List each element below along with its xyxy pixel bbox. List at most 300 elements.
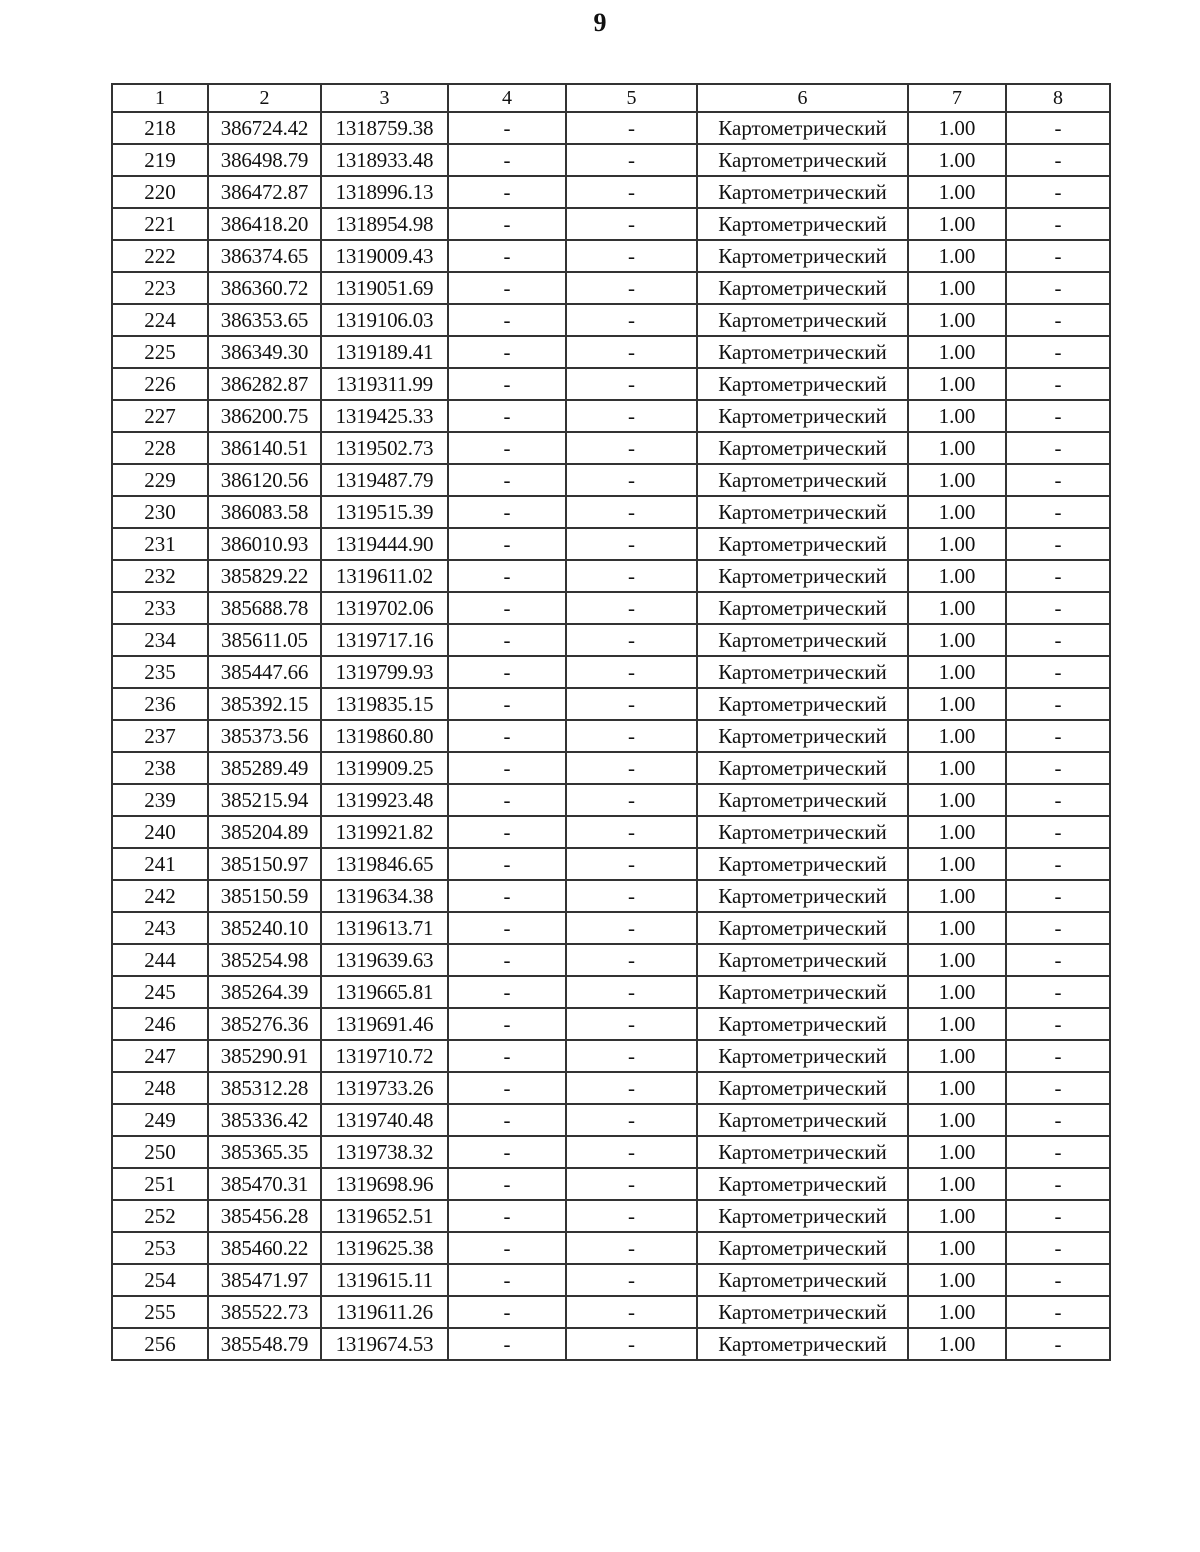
cell-col-5-value: - bbox=[566, 1168, 697, 1200]
cell-col-4-value: - bbox=[448, 880, 566, 912]
cell-method: Картометрический bbox=[697, 592, 908, 624]
cell-accuracy: 1.00 bbox=[908, 400, 1006, 432]
cell-col-8-value: - bbox=[1006, 1008, 1110, 1040]
cell-point-number: 234 bbox=[112, 624, 208, 656]
cell-method: Картометрический bbox=[697, 272, 908, 304]
table-row bbox=[112, 1136, 1110, 1168]
cell-col-4-value: - bbox=[448, 1328, 566, 1360]
cell-accuracy: 1.00 bbox=[908, 560, 1006, 592]
cell-col-4-value: - bbox=[448, 1296, 566, 1328]
cell-col-4-value: - bbox=[448, 304, 566, 336]
table-row bbox=[112, 432, 1110, 464]
cell-col-5-value: - bbox=[566, 1200, 697, 1232]
cell-col-8-value: - bbox=[1006, 368, 1110, 400]
table-body bbox=[112, 112, 1110, 1360]
cell-point-number: 251 bbox=[112, 1168, 208, 1200]
cell-accuracy: 1.00 bbox=[908, 240, 1006, 272]
cell-coord-x: 385150.97 bbox=[208, 848, 321, 880]
cell-method: Картометрический bbox=[697, 1232, 908, 1264]
cell-accuracy: 1.00 bbox=[908, 496, 1006, 528]
cell-coord-y: 1319502.73 bbox=[321, 432, 448, 464]
header-row bbox=[112, 84, 1110, 112]
cell-point-number: 233 bbox=[112, 592, 208, 624]
cell-accuracy: 1.00 bbox=[908, 944, 1006, 976]
cell-coord-y: 1319665.81 bbox=[321, 976, 448, 1008]
cell-col-8-value: - bbox=[1006, 880, 1110, 912]
cell-accuracy: 1.00 bbox=[908, 976, 1006, 1008]
cell-point-number: 227 bbox=[112, 400, 208, 432]
cell-col-4-value: - bbox=[448, 816, 566, 848]
cell-col-8-value: - bbox=[1006, 1040, 1110, 1072]
cell-col-8-value: - bbox=[1006, 1328, 1110, 1360]
cell-coord-x: 385365.35 bbox=[208, 1136, 321, 1168]
cell-col-4-value: - bbox=[448, 240, 566, 272]
cell-accuracy: 1.00 bbox=[908, 528, 1006, 560]
cell-method: Картометрический bbox=[697, 688, 908, 720]
cell-col-4-value: - bbox=[448, 848, 566, 880]
cell-point-number: 253 bbox=[112, 1232, 208, 1264]
table-row bbox=[112, 464, 1110, 496]
cell-point-number: 229 bbox=[112, 464, 208, 496]
table-row bbox=[112, 1264, 1110, 1296]
table-row bbox=[112, 368, 1110, 400]
cell-col-5-value: - bbox=[566, 752, 697, 784]
cell-accuracy: 1.00 bbox=[908, 688, 1006, 720]
cell-method: Картометрический bbox=[697, 848, 908, 880]
cell-coord-y: 1318933.48 bbox=[321, 144, 448, 176]
cell-accuracy: 1.00 bbox=[908, 112, 1006, 144]
cell-col-8-value: - bbox=[1006, 656, 1110, 688]
cell-point-number: 232 bbox=[112, 560, 208, 592]
cell-coord-y: 1319515.39 bbox=[321, 496, 448, 528]
cell-coord-x: 385829.22 bbox=[208, 560, 321, 592]
cell-coord-y: 1319835.15 bbox=[321, 688, 448, 720]
cell-col-5-value: - bbox=[566, 688, 697, 720]
cell-coord-x: 385447.66 bbox=[208, 656, 321, 688]
cell-coord-y: 1319738.32 bbox=[321, 1136, 448, 1168]
cell-col-8-value: - bbox=[1006, 816, 1110, 848]
cell-point-number: 239 bbox=[112, 784, 208, 816]
table-row bbox=[112, 176, 1110, 208]
cell-accuracy: 1.00 bbox=[908, 208, 1006, 240]
cell-coord-x: 385312.28 bbox=[208, 1072, 321, 1104]
cell-col-4-value: - bbox=[448, 624, 566, 656]
table-row bbox=[112, 240, 1110, 272]
cell-point-number: 252 bbox=[112, 1200, 208, 1232]
cell-point-number: 249 bbox=[112, 1104, 208, 1136]
cell-coord-y: 1319698.96 bbox=[321, 1168, 448, 1200]
cell-col-5-value: - bbox=[566, 560, 697, 592]
cell-col-5-value: - bbox=[566, 1296, 697, 1328]
cell-accuracy: 1.00 bbox=[908, 176, 1006, 208]
cell-accuracy: 1.00 bbox=[908, 656, 1006, 688]
cell-col-8-value: - bbox=[1006, 752, 1110, 784]
cell-accuracy: 1.00 bbox=[908, 592, 1006, 624]
cell-coord-x: 386140.51 bbox=[208, 432, 321, 464]
cell-coord-y: 1319051.69 bbox=[321, 272, 448, 304]
cell-method: Картометрический bbox=[697, 1008, 908, 1040]
cell-point-number: 219 bbox=[112, 144, 208, 176]
cell-col-4-value: - bbox=[448, 720, 566, 752]
cell-accuracy: 1.00 bbox=[908, 720, 1006, 752]
cell-point-number: 222 bbox=[112, 240, 208, 272]
cell-method: Картометрический bbox=[697, 816, 908, 848]
cell-coord-y: 1319923.48 bbox=[321, 784, 448, 816]
cell-coord-y: 1319710.72 bbox=[321, 1040, 448, 1072]
cell-col-8-value: - bbox=[1006, 432, 1110, 464]
table-row bbox=[112, 592, 1110, 624]
cell-coord-y: 1319487.79 bbox=[321, 464, 448, 496]
table-header bbox=[112, 84, 1110, 112]
cell-coord-y: 1319311.99 bbox=[321, 368, 448, 400]
cell-method: Картометрический bbox=[697, 752, 908, 784]
cell-accuracy: 1.00 bbox=[908, 464, 1006, 496]
cell-col-8-value: - bbox=[1006, 624, 1110, 656]
header-col-3: 3 bbox=[321, 84, 448, 112]
cell-col-4-value: - bbox=[448, 464, 566, 496]
table-row bbox=[112, 784, 1110, 816]
cell-coord-x: 385150.59 bbox=[208, 880, 321, 912]
table-row bbox=[112, 944, 1110, 976]
cell-col-8-value: - bbox=[1006, 144, 1110, 176]
cell-coord-y: 1319691.46 bbox=[321, 1008, 448, 1040]
cell-coord-y: 1319611.02 bbox=[321, 560, 448, 592]
cell-col-5-value: - bbox=[566, 848, 697, 880]
cell-coord-x: 385522.73 bbox=[208, 1296, 321, 1328]
cell-coord-y: 1318759.38 bbox=[321, 112, 448, 144]
cell-col-8-value: - bbox=[1006, 848, 1110, 880]
cell-accuracy: 1.00 bbox=[908, 816, 1006, 848]
cell-col-8-value: - bbox=[1006, 176, 1110, 208]
cell-col-4-value: - bbox=[448, 688, 566, 720]
cell-point-number: 255 bbox=[112, 1296, 208, 1328]
table-row bbox=[112, 1072, 1110, 1104]
cell-method: Картометрический bbox=[697, 208, 908, 240]
cell-coord-x: 386374.65 bbox=[208, 240, 321, 272]
cell-method: Картометрический bbox=[697, 368, 908, 400]
header-col-5: 5 bbox=[566, 84, 697, 112]
cell-coord-y: 1319702.06 bbox=[321, 592, 448, 624]
table-row bbox=[112, 656, 1110, 688]
table-row bbox=[112, 976, 1110, 1008]
cell-col-8-value: - bbox=[1006, 688, 1110, 720]
cell-coord-x: 385548.79 bbox=[208, 1328, 321, 1360]
cell-method: Картометрический bbox=[697, 1040, 908, 1072]
cell-coord-x: 385215.94 bbox=[208, 784, 321, 816]
cell-col-5-value: - bbox=[566, 624, 697, 656]
cell-method: Картометрический bbox=[697, 1168, 908, 1200]
cell-col-5-value: - bbox=[566, 1136, 697, 1168]
cell-coord-y: 1319846.65 bbox=[321, 848, 448, 880]
cell-method: Картометрический bbox=[697, 784, 908, 816]
header-col-7: 7 bbox=[908, 84, 1006, 112]
cell-method: Картометрический bbox=[697, 528, 908, 560]
cell-coord-x: 385289.49 bbox=[208, 752, 321, 784]
table-row bbox=[112, 496, 1110, 528]
table-row bbox=[112, 560, 1110, 592]
header-col-4: 4 bbox=[448, 84, 566, 112]
cell-method: Картометрический bbox=[697, 912, 908, 944]
cell-coord-x: 386083.58 bbox=[208, 496, 321, 528]
table-row bbox=[112, 720, 1110, 752]
cell-col-4-value: - bbox=[448, 144, 566, 176]
table-row bbox=[112, 208, 1110, 240]
cell-point-number: 231 bbox=[112, 528, 208, 560]
cell-col-5-value: - bbox=[566, 208, 697, 240]
cell-col-4-value: - bbox=[448, 976, 566, 1008]
cell-col-5-value: - bbox=[566, 592, 697, 624]
cell-col-8-value: - bbox=[1006, 1168, 1110, 1200]
cell-point-number: 218 bbox=[112, 112, 208, 144]
cell-col-8-value: - bbox=[1006, 336, 1110, 368]
cell-col-5-value: - bbox=[566, 336, 697, 368]
cell-coord-y: 1319921.82 bbox=[321, 816, 448, 848]
cell-coord-x: 386360.72 bbox=[208, 272, 321, 304]
cell-point-number: 223 bbox=[112, 272, 208, 304]
cell-point-number: 236 bbox=[112, 688, 208, 720]
cell-accuracy: 1.00 bbox=[908, 1136, 1006, 1168]
cell-col-4-value: - bbox=[448, 272, 566, 304]
cell-coord-x: 386120.56 bbox=[208, 464, 321, 496]
table-row bbox=[112, 752, 1110, 784]
cell-col-5-value: - bbox=[566, 432, 697, 464]
cell-col-5-value: - bbox=[566, 400, 697, 432]
cell-point-number: 238 bbox=[112, 752, 208, 784]
cell-point-number: 244 bbox=[112, 944, 208, 976]
cell-coord-x: 386200.75 bbox=[208, 400, 321, 432]
cell-method: Картометрический bbox=[697, 1296, 908, 1328]
cell-coord-x: 385611.05 bbox=[208, 624, 321, 656]
cell-col-4-value: - bbox=[448, 784, 566, 816]
cell-coord-y: 1319009.43 bbox=[321, 240, 448, 272]
cell-coord-y: 1319639.63 bbox=[321, 944, 448, 976]
cell-coord-x: 386010.93 bbox=[208, 528, 321, 560]
cell-col-8-value: - bbox=[1006, 528, 1110, 560]
cell-coord-y: 1319652.51 bbox=[321, 1200, 448, 1232]
cell-coord-x: 385471.97 bbox=[208, 1264, 321, 1296]
cell-col-4-value: - bbox=[448, 1168, 566, 1200]
cell-method: Картометрический bbox=[697, 240, 908, 272]
cell-col-8-value: - bbox=[1006, 496, 1110, 528]
cell-col-4-value: - bbox=[448, 496, 566, 528]
cell-col-4-value: - bbox=[448, 1008, 566, 1040]
cell-accuracy: 1.00 bbox=[908, 1008, 1006, 1040]
cell-coord-x: 385688.78 bbox=[208, 592, 321, 624]
cell-col-8-value: - bbox=[1006, 464, 1110, 496]
cell-point-number: 245 bbox=[112, 976, 208, 1008]
cell-col-8-value: - bbox=[1006, 976, 1110, 1008]
cell-col-8-value: - bbox=[1006, 944, 1110, 976]
cell-method: Картометрический bbox=[697, 496, 908, 528]
cell-method: Картометрический bbox=[697, 560, 908, 592]
cell-point-number: 246 bbox=[112, 1008, 208, 1040]
cell-point-number: 237 bbox=[112, 720, 208, 752]
cell-point-number: 220 bbox=[112, 176, 208, 208]
table-row bbox=[112, 912, 1110, 944]
cell-accuracy: 1.00 bbox=[908, 624, 1006, 656]
header-col-6: 6 bbox=[697, 84, 908, 112]
table-row bbox=[112, 1104, 1110, 1136]
cell-coord-x: 385254.98 bbox=[208, 944, 321, 976]
cell-col-5-value: - bbox=[566, 1104, 697, 1136]
table-row bbox=[112, 1040, 1110, 1072]
cell-coord-y: 1319444.90 bbox=[321, 528, 448, 560]
table-row bbox=[112, 624, 1110, 656]
cell-col-4-value: - bbox=[448, 336, 566, 368]
cell-col-8-value: - bbox=[1006, 1264, 1110, 1296]
cell-col-5-value: - bbox=[566, 912, 697, 944]
cell-accuracy: 1.00 bbox=[908, 432, 1006, 464]
cell-method: Картометрический bbox=[697, 112, 908, 144]
cell-col-4-value: - bbox=[448, 1200, 566, 1232]
cell-coord-x: 385240.10 bbox=[208, 912, 321, 944]
cell-col-5-value: - bbox=[566, 144, 697, 176]
cell-coord-x: 385456.28 bbox=[208, 1200, 321, 1232]
cell-coord-x: 385276.36 bbox=[208, 1008, 321, 1040]
cell-point-number: 235 bbox=[112, 656, 208, 688]
table-row bbox=[112, 1008, 1110, 1040]
cell-coord-y: 1319740.48 bbox=[321, 1104, 448, 1136]
cell-col-8-value: - bbox=[1006, 592, 1110, 624]
cell-accuracy: 1.00 bbox=[908, 144, 1006, 176]
cell-accuracy: 1.00 bbox=[908, 1296, 1006, 1328]
cell-col-5-value: - bbox=[566, 656, 697, 688]
cell-col-8-value: - bbox=[1006, 560, 1110, 592]
cell-point-number: 226 bbox=[112, 368, 208, 400]
table-row bbox=[112, 1296, 1110, 1328]
cell-coord-y: 1319611.26 bbox=[321, 1296, 448, 1328]
cell-col-8-value: - bbox=[1006, 272, 1110, 304]
cell-coord-x: 386472.87 bbox=[208, 176, 321, 208]
cell-col-4-value: - bbox=[448, 1136, 566, 1168]
cell-col-5-value: - bbox=[566, 1008, 697, 1040]
table-row bbox=[112, 400, 1110, 432]
cell-coord-y: 1319425.33 bbox=[321, 400, 448, 432]
table-row bbox=[112, 1232, 1110, 1264]
cell-coord-y: 1319106.03 bbox=[321, 304, 448, 336]
cell-point-number: 242 bbox=[112, 880, 208, 912]
cell-accuracy: 1.00 bbox=[908, 752, 1006, 784]
cell-method: Картометрический bbox=[697, 1264, 908, 1296]
cell-coord-x: 385392.15 bbox=[208, 688, 321, 720]
table-row bbox=[112, 112, 1110, 144]
cell-col-4-value: - bbox=[448, 1040, 566, 1072]
cell-point-number: 243 bbox=[112, 912, 208, 944]
table-row bbox=[112, 848, 1110, 880]
cell-col-8-value: - bbox=[1006, 912, 1110, 944]
cell-point-number: 230 bbox=[112, 496, 208, 528]
cell-col-5-value: - bbox=[566, 272, 697, 304]
cell-coord-y: 1319189.41 bbox=[321, 336, 448, 368]
cell-coord-y: 1319625.38 bbox=[321, 1232, 448, 1264]
table-row bbox=[112, 688, 1110, 720]
cell-coord-x: 386349.30 bbox=[208, 336, 321, 368]
cell-col-4-value: - bbox=[448, 912, 566, 944]
cell-coord-x: 385373.56 bbox=[208, 720, 321, 752]
cell-col-5-value: - bbox=[566, 1264, 697, 1296]
cell-col-5-value: - bbox=[566, 976, 697, 1008]
cell-col-8-value: - bbox=[1006, 240, 1110, 272]
cell-col-4-value: - bbox=[448, 176, 566, 208]
cell-col-5-value: - bbox=[566, 528, 697, 560]
cell-method: Картометрический bbox=[697, 624, 908, 656]
cell-coord-x: 385470.31 bbox=[208, 1168, 321, 1200]
cell-col-8-value: - bbox=[1006, 1296, 1110, 1328]
coordinates-table bbox=[111, 83, 1111, 1361]
cell-point-number: 256 bbox=[112, 1328, 208, 1360]
header-col-2: 2 bbox=[208, 84, 321, 112]
cell-accuracy: 1.00 bbox=[908, 1072, 1006, 1104]
cell-col-4-value: - bbox=[448, 1232, 566, 1264]
cell-coord-y: 1318996.13 bbox=[321, 176, 448, 208]
cell-accuracy: 1.00 bbox=[908, 880, 1006, 912]
cell-col-5-value: - bbox=[566, 496, 697, 528]
table-row bbox=[112, 304, 1110, 336]
cell-coord-y: 1319733.26 bbox=[321, 1072, 448, 1104]
cell-coord-y: 1319634.38 bbox=[321, 880, 448, 912]
header-col-8: 8 bbox=[1006, 84, 1110, 112]
cell-coord-x: 386353.65 bbox=[208, 304, 321, 336]
cell-accuracy: 1.00 bbox=[908, 368, 1006, 400]
cell-col-8-value: - bbox=[1006, 1104, 1110, 1136]
cell-col-5-value: - bbox=[566, 1040, 697, 1072]
cell-accuracy: 1.00 bbox=[908, 848, 1006, 880]
cell-col-5-value: - bbox=[566, 368, 697, 400]
cell-point-number: 221 bbox=[112, 208, 208, 240]
cell-coord-y: 1319717.16 bbox=[321, 624, 448, 656]
cell-accuracy: 1.00 bbox=[908, 1328, 1006, 1360]
cell-coord-x: 386724.42 bbox=[208, 112, 321, 144]
cell-col-5-value: - bbox=[566, 1232, 697, 1264]
cell-col-5-value: - bbox=[566, 816, 697, 848]
cell-col-5-value: - bbox=[566, 464, 697, 496]
cell-coord-x: 385290.91 bbox=[208, 1040, 321, 1072]
cell-col-4-value: - bbox=[448, 208, 566, 240]
cell-coord-x: 386498.79 bbox=[208, 144, 321, 176]
cell-col-4-value: - bbox=[448, 592, 566, 624]
cell-col-8-value: - bbox=[1006, 1200, 1110, 1232]
cell-col-4-value: - bbox=[448, 560, 566, 592]
cell-method: Картометрический bbox=[697, 1104, 908, 1136]
cell-col-8-value: - bbox=[1006, 112, 1110, 144]
cell-col-8-value: - bbox=[1006, 784, 1110, 816]
cell-point-number: 240 bbox=[112, 816, 208, 848]
cell-col-4-value: - bbox=[448, 400, 566, 432]
cell-method: Картометрический bbox=[697, 720, 908, 752]
cell-coord-y: 1319799.93 bbox=[321, 656, 448, 688]
cell-point-number: 225 bbox=[112, 336, 208, 368]
cell-point-number: 241 bbox=[112, 848, 208, 880]
cell-col-4-value: - bbox=[448, 1264, 566, 1296]
cell-method: Картометрический bbox=[697, 432, 908, 464]
cell-point-number: 247 bbox=[112, 1040, 208, 1072]
cell-coord-y: 1318954.98 bbox=[321, 208, 448, 240]
cell-method: Картометрический bbox=[697, 1328, 908, 1360]
cell-col-4-value: - bbox=[448, 1072, 566, 1104]
table-row bbox=[112, 272, 1110, 304]
table-row bbox=[112, 1168, 1110, 1200]
cell-accuracy: 1.00 bbox=[908, 304, 1006, 336]
table-row bbox=[112, 1200, 1110, 1232]
cell-method: Картометрический bbox=[697, 880, 908, 912]
cell-col-4-value: - bbox=[448, 1104, 566, 1136]
cell-point-number: 248 bbox=[112, 1072, 208, 1104]
table-row bbox=[112, 880, 1110, 912]
cell-method: Картометрический bbox=[697, 656, 908, 688]
cell-point-number: 250 bbox=[112, 1136, 208, 1168]
cell-method: Картометрический bbox=[697, 304, 908, 336]
table-row bbox=[112, 1328, 1110, 1360]
